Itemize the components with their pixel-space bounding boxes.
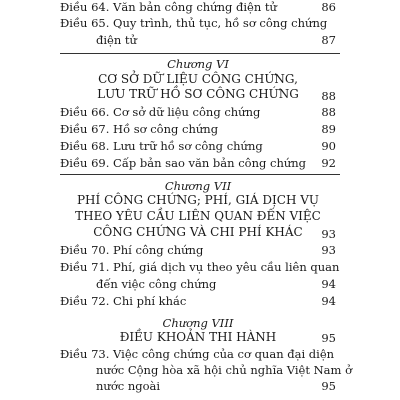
chapter-8-title-line-1: ĐIỀU KHOẢN THI HÀNH [119,329,277,344]
toc-entry-68-page: 90 [321,139,336,154]
toc-entry-70: Điều 70. Phí công chứng [60,243,204,258]
toc-entry-69: Điều 69. Cấp bản sao văn bản công chứng [60,156,307,171]
toc-entry-71-page: 94 [321,276,336,291]
toc-entry-71-cont: đến việc công chứng [96,276,217,291]
chapter-7-title-line-3: CÔNG CHỨNG VÀ CHI PHÍ KHÁC [93,225,303,240]
toc-entry-72-page: 94 [321,293,336,308]
chapter-8-page: 95 [321,331,336,346]
chapter-8-number: Chương VIII [162,316,234,331]
divider-rule [60,53,340,54]
divider-rule [60,174,340,175]
toc-entry-69-page: 92 [321,156,336,171]
toc-entry-73-cont-2: nước ngoài [96,379,161,394]
toc-entry-73-page: 95 [321,379,336,394]
chapter-6-number: Chương VI [167,57,229,72]
chapter-7-title-line-1: PHÍ CÔNG CHỨNG; PHÍ, GIÁ DỊCH VỤ [76,193,320,208]
chapter-7-title-line-2: THEO YÊU CẦU LIÊN QUAN ĐẾN VIỆC [75,209,321,224]
toc-entry-67: Điều 67. Hồ sơ công chứng [60,122,219,137]
toc-entry-73-cont-1: nước Cộng hòa xã hội chủ nghĩa Việt Nam ở [96,362,353,377]
toc-entry-64-page: 86 [321,0,336,14]
chapter-6-title-line-1: CƠ SỞ DỮ LIỆU CÔNG CHỨNG, [98,71,298,86]
toc-entry-66-page: 88 [321,105,336,120]
chapter-6-page: 88 [321,88,336,103]
toc-entry-71: Điều 71. Phí, giá dịch vụ theo yêu cầu liên quan [60,260,340,275]
chapter-7-page: 93 [321,227,336,242]
toc-entry-70-page: 93 [321,243,336,258]
toc-entry-73: Điều 73. Việc công chứng của cơ quan đại diện [60,346,335,361]
chapter-6-title-line-2: LƯU TRỮ HỒ SƠ CÔNG CHỨNG [97,87,299,102]
toc-entry-65-page: 87 [321,33,336,48]
toc-entry-66: Điều 66. Cơ sở dữ liệu công chứng [60,105,261,120]
toc-entry-65: Điều 65. Quy trình, thủ tục, hồ sơ công chứng [60,16,328,31]
toc-entry-64: Điều 64. Văn bản công chứng điện tử [60,0,277,14]
toc-entry-68: Điều 68. Lưu trữ hồ sơ công chứng [60,139,263,154]
chapter-7-number: Chương VII [164,178,232,193]
toc-entry-65-cont: điện tử [96,33,137,48]
toc-entry-72: Điều 72. Chi phí khác [60,293,187,308]
toc-entry-67-page: 89 [321,122,336,137]
